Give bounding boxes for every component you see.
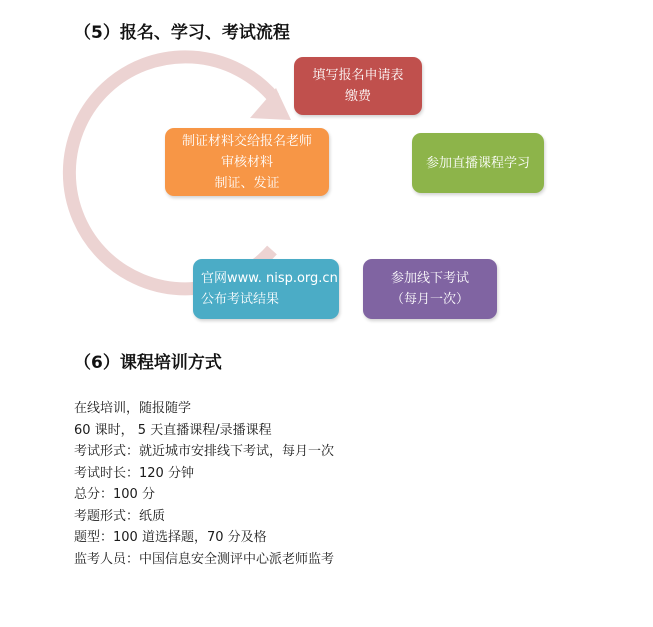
info-item: 在线培训，随报随学 (74, 401, 192, 416)
step-line: 审核材料 (220, 154, 273, 170)
course-info-list (74, 398, 334, 570)
step-line: 填写报名申请表 (312, 68, 404, 83)
step-line: （每月一次） (390, 292, 469, 307)
step-line: 参加线下考试 (390, 271, 469, 286)
step-line: 公布考试结果 (201, 292, 280, 307)
info-item: 60 课时， 5 天直播课程/录播课程 (74, 422, 272, 438)
step-publish-results (193, 259, 339, 319)
step-offline-exam (363, 259, 497, 319)
info-item: 题型：100 道选择题，70 分及格 (74, 530, 267, 545)
step-certificate (165, 128, 329, 196)
step-apply-pay (294, 57, 422, 115)
info-item: 监考人员：中国信息安全测评中心派老师监考 (74, 551, 335, 567)
section-6-heading: （6）课程培训方式 (74, 353, 222, 373)
step-line: 缴费 (344, 89, 371, 104)
step-live-course (412, 133, 544, 193)
section-5-heading: （5）报名、学习、考试流程 (74, 23, 290, 43)
step-line: 制证材料交给报名老师 (181, 133, 312, 149)
info-item: 考题形式：纸质 (74, 508, 166, 524)
info-item: 总分：100 分 (74, 487, 155, 502)
info-item: 考试时长：120 分钟 (74, 465, 194, 481)
step-line: 参加直播课程学习 (425, 155, 530, 171)
step-line: 官网www. nisp.org.cn (201, 271, 338, 286)
info-item: 考试形式：就近城市安排线下考试，每月一次 (74, 444, 335, 459)
step-line: 制证、发证 (214, 175, 280, 191)
